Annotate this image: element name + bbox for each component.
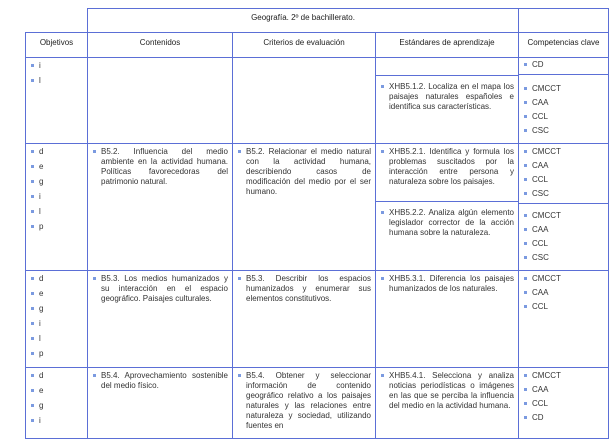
competencia-item: CMCCT — [523, 84, 604, 94]
objetivo-item: g — [30, 177, 83, 187]
criterios-cell — [233, 368, 376, 439]
competencia-item: CD — [523, 413, 604, 423]
objetivo-item: d — [30, 371, 83, 381]
estandar-item: XHB5.2.1. Identifica y formula los problemas suscitados por la interacción entre persona y naturaleza sobre los paisajes. — [380, 147, 514, 187]
objetivo-item: g — [30, 304, 83, 314]
header-contenidos: Contenidos — [88, 33, 233, 58]
table-row — [26, 368, 609, 439]
objetivos-cell — [26, 144, 88, 271]
objetivo-item: e — [30, 289, 83, 299]
estandar-item: XHB5.2.2. Analiza algún elemento legislador corrector de la acción humana sobre la naturaleza. — [380, 208, 514, 238]
competencias-cell — [519, 271, 609, 368]
table-header-row — [26, 33, 609, 58]
estandar-item: XHB5.1.2. Localiza en el mapa los paisajes naturales españoles e identifica sus características. — [380, 82, 514, 112]
criterios-cell — [233, 271, 376, 368]
objetivo-item: i — [30, 416, 83, 426]
estandar-item: XHB5.3.1. Diferencia los paisajes humanizados de los naturales. — [380, 274, 514, 294]
competencia-item: CCL — [523, 399, 604, 409]
competencia-item: CCL — [523, 112, 604, 122]
competencia-item: CSC — [523, 253, 604, 263]
competencia-item: CAA — [523, 288, 604, 298]
competencia-item: CAA — [523, 225, 604, 235]
estandares-cell — [376, 58, 519, 144]
objetivo-item: l — [30, 76, 83, 86]
competencia-item: CCL — [523, 302, 604, 312]
competencia-item: CMCCT — [523, 371, 604, 381]
competencia-item: CMCCT — [523, 211, 604, 221]
competencia-item: CCL — [523, 239, 604, 249]
contenido-item: B5.2. Influencia del medio ambiente en la actividad humana. Políticas favorecedoras del patrimonio natural. — [92, 147, 228, 187]
estandares-cell — [376, 368, 519, 439]
contenido-item: B5.3. Los medios humanizados y su interacción en el espacio geográfico. Paisajes culturales. — [92, 274, 228, 304]
blank-corner-cell — [26, 9, 88, 33]
contenidos-cell — [88, 144, 233, 271]
table-row — [26, 58, 609, 144]
objetivos-cell — [26, 58, 88, 144]
competencias-cell — [519, 144, 609, 271]
competencia-item: CAA — [523, 385, 604, 395]
competencia-item: CSC — [523, 189, 604, 199]
objetivo-item: e — [30, 162, 83, 172]
estandar-item: XHB5.4.1. Selecciona y analiza noticias periodísticas o imágenes en las que se perciba la influencia del medio en la actividad humana. — [380, 371, 514, 411]
objetivo-item: e — [30, 386, 83, 396]
table-title: Geografía. 2º de bachillerato. — [88, 9, 519, 33]
contenidos-cell — [88, 368, 233, 439]
objetivos-cell — [26, 368, 88, 439]
header-competencias: Competencias clave — [519, 33, 609, 58]
objetivo-item: d — [30, 274, 83, 284]
curriculum-table — [25, 8, 609, 439]
header-criterios: Criterios de evaluación — [233, 33, 376, 58]
table-title-row — [26, 9, 609, 33]
competencia-item: CD — [523, 60, 604, 70]
criterios-cell — [233, 144, 376, 271]
table-row — [26, 271, 609, 368]
criterio-item: B5.2. Relacionar el medio natural con la actividad humana, describiendo casos de modificación del medio por el ser humano. — [237, 147, 371, 197]
criterio-item: B5.4. Obtener y seleccionar información de contenido geográfico relativo a los paisajes naturales y las relaciones entre naturaleza y sociedad, utilizando fuentes en — [237, 371, 371, 431]
criterios-cell — [233, 58, 376, 144]
objetivo-item: i — [30, 192, 83, 202]
competencias-cell — [519, 58, 609, 144]
competencia-item: CMCCT — [523, 147, 604, 157]
competencia-item: CSC — [523, 126, 604, 136]
objetivo-item: p — [30, 349, 83, 359]
contenidos-cell — [88, 271, 233, 368]
objetivos-cell — [26, 271, 88, 368]
contenido-item: B5.4. Aprovechamiento sostenible del medio físico. — [92, 371, 228, 391]
estandares-cell — [376, 144, 519, 271]
competencia-item: CAA — [523, 161, 604, 171]
objetivo-item: i — [30, 61, 83, 71]
objetivo-item: g — [30, 401, 83, 411]
estandares-cell — [376, 271, 519, 368]
objetivo-item: p — [30, 222, 83, 232]
table-row — [26, 144, 609, 271]
competencia-item: CCL — [523, 175, 604, 185]
competencia-item: CMCCT — [523, 274, 604, 284]
objetivo-item: l — [30, 334, 83, 344]
blank-title-cell — [519, 9, 609, 33]
objetivo-item: i — [30, 319, 83, 329]
competencias-cell — [519, 368, 609, 439]
header-estandares: Estándares de aprendizaje — [376, 33, 519, 58]
competencia-item: CAA — [523, 98, 604, 108]
contenidos-cell — [88, 58, 233, 144]
header-objetivos: Objetivos — [26, 33, 88, 58]
criterio-item: B5.3. Describir los espacios humanizados y enumerar sus elementos constitutivos. — [237, 274, 371, 304]
objetivo-item: d — [30, 147, 83, 157]
objetivo-item: l — [30, 207, 83, 217]
